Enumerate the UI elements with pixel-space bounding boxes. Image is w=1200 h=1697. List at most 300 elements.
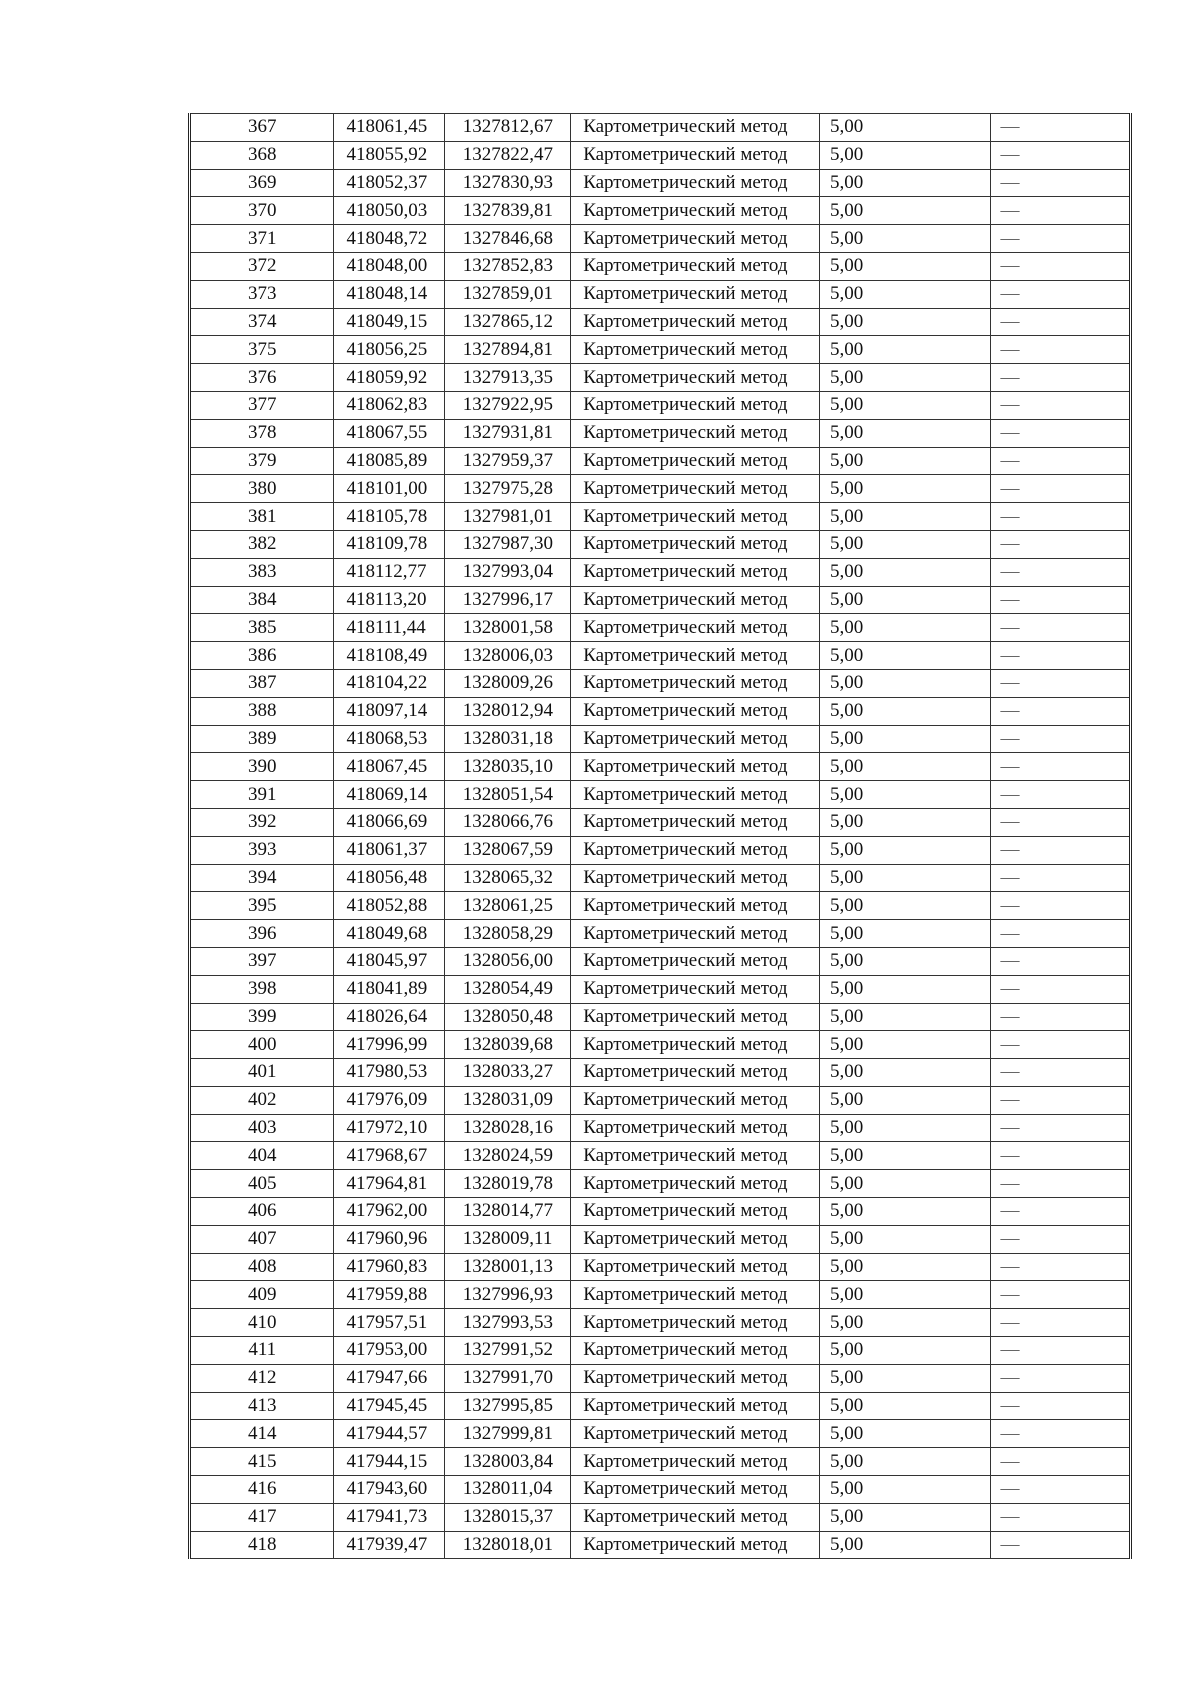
y-coordinate-cell: 1327995,85 [444, 1392, 570, 1420]
point-number-cell: 410 [190, 1309, 334, 1337]
table-row [190, 892, 1131, 920]
accuracy-cell: 5,00 [819, 892, 990, 920]
method-cell: Картометрический метод [571, 1448, 820, 1476]
method-cell: Картометрический метод [571, 753, 820, 781]
point-number-cell: 413 [190, 1392, 334, 1420]
description-cell: — [990, 558, 1131, 586]
point-number-cell: 388 [190, 697, 334, 725]
x-coordinate-cell: 418109,78 [334, 530, 444, 558]
table-row [190, 391, 1131, 419]
point-number-cell: 394 [190, 864, 334, 892]
description-cell: — [990, 252, 1131, 280]
x-coordinate-cell: 418045,97 [334, 947, 444, 975]
coordinates-table-body [190, 114, 1131, 1559]
method-cell: Картометрический метод [571, 308, 820, 336]
point-number-cell: 391 [190, 781, 334, 809]
table-row [190, 1086, 1131, 1114]
table-row [190, 141, 1131, 169]
description-cell: — [990, 1392, 1131, 1420]
table-row [190, 1253, 1131, 1281]
y-coordinate-cell: 1328001,58 [444, 614, 570, 642]
point-number-cell: 380 [190, 475, 334, 503]
y-coordinate-cell: 1328051,54 [444, 781, 570, 809]
y-coordinate-cell: 1328009,11 [444, 1225, 570, 1253]
description-cell: — [990, 1364, 1131, 1392]
description-cell: — [990, 975, 1131, 1003]
point-number-cell: 378 [190, 419, 334, 447]
table-row [190, 336, 1131, 364]
point-number-cell: 385 [190, 614, 334, 642]
y-coordinate-cell: 1327981,01 [444, 503, 570, 531]
y-coordinate-cell: 1328011,04 [444, 1476, 570, 1504]
x-coordinate-cell: 418066,69 [334, 808, 444, 836]
accuracy-cell: 5,00 [819, 1281, 990, 1309]
table-row [190, 225, 1131, 253]
accuracy-cell: 5,00 [819, 1031, 990, 1059]
y-coordinate-cell: 1327987,30 [444, 530, 570, 558]
point-number-cell: 407 [190, 1225, 334, 1253]
x-coordinate-cell: 418061,37 [334, 836, 444, 864]
table-row [190, 669, 1131, 697]
method-cell: Картометрический метод [571, 391, 820, 419]
x-coordinate-cell: 418041,89 [334, 975, 444, 1003]
description-cell: — [990, 1142, 1131, 1170]
y-coordinate-cell: 1327822,47 [444, 141, 570, 169]
accuracy-cell: 5,00 [819, 1003, 990, 1031]
x-coordinate-cell: 418085,89 [334, 447, 444, 475]
point-number-cell: 371 [190, 225, 334, 253]
point-number-cell: 367 [190, 114, 334, 142]
y-coordinate-cell: 1328050,48 [444, 1003, 570, 1031]
description-cell: — [990, 781, 1131, 809]
description-cell: — [990, 447, 1131, 475]
x-coordinate-cell: 417947,66 [334, 1364, 444, 1392]
description-cell: — [990, 364, 1131, 392]
y-coordinate-cell: 1327812,67 [444, 114, 570, 142]
x-coordinate-cell: 417962,00 [334, 1198, 444, 1226]
accuracy-cell: 5,00 [819, 336, 990, 364]
accuracy-cell: 5,00 [819, 808, 990, 836]
x-coordinate-cell: 418104,22 [334, 669, 444, 697]
table-row [190, 503, 1131, 531]
x-coordinate-cell: 417976,09 [334, 1086, 444, 1114]
accuracy-cell: 5,00 [819, 1364, 990, 1392]
table-row [190, 530, 1131, 558]
x-coordinate-cell: 418049,15 [334, 308, 444, 336]
y-coordinate-cell: 1328031,18 [444, 725, 570, 753]
accuracy-cell: 5,00 [819, 1420, 990, 1448]
y-coordinate-cell: 1328009,26 [444, 669, 570, 697]
table-row [190, 1281, 1131, 1309]
method-cell: Картометрический метод [571, 669, 820, 697]
method-cell: Картометрический метод [571, 642, 820, 670]
point-number-cell: 409 [190, 1281, 334, 1309]
method-cell: Картометрический метод [571, 586, 820, 614]
method-cell: Картометрический метод [571, 1114, 820, 1142]
point-number-cell: 401 [190, 1059, 334, 1087]
method-cell: Картометрический метод [571, 1059, 820, 1087]
method-cell: Картометрический метод [571, 336, 820, 364]
point-number-cell: 396 [190, 920, 334, 948]
accuracy-cell: 5,00 [819, 225, 990, 253]
accuracy-cell: 5,00 [819, 364, 990, 392]
x-coordinate-cell: 418056,25 [334, 336, 444, 364]
method-cell: Картометрический метод [571, 419, 820, 447]
method-cell: Картометрический метод [571, 947, 820, 975]
point-number-cell: 408 [190, 1253, 334, 1281]
accuracy-cell: 5,00 [819, 920, 990, 948]
accuracy-cell: 5,00 [819, 447, 990, 475]
method-cell: Картометрический метод [571, 975, 820, 1003]
table-row [190, 1003, 1131, 1031]
method-cell: Картометрический метод [571, 808, 820, 836]
table-row [190, 1420, 1131, 1448]
point-number-cell: 376 [190, 364, 334, 392]
description-cell: — [990, 197, 1131, 225]
description-cell: — [990, 892, 1131, 920]
x-coordinate-cell: 418111,44 [334, 614, 444, 642]
point-number-cell: 375 [190, 336, 334, 364]
accuracy-cell: 5,00 [819, 280, 990, 308]
point-number-cell: 417 [190, 1503, 334, 1531]
method-cell: Картометрический метод [571, 1531, 820, 1559]
method-cell: Картометрический метод [571, 1003, 820, 1031]
description-cell: — [990, 1309, 1131, 1337]
accuracy-cell: 5,00 [819, 1253, 990, 1281]
description-cell: — [990, 1531, 1131, 1559]
method-cell: Картометрический метод [571, 530, 820, 558]
coordinates-table [188, 113, 1132, 1559]
description-cell: — [990, 530, 1131, 558]
accuracy-cell: 5,00 [819, 252, 990, 280]
point-number-cell: 402 [190, 1086, 334, 1114]
method-cell: Картометрический метод [571, 1086, 820, 1114]
x-coordinate-cell: 418052,88 [334, 892, 444, 920]
point-number-cell: 373 [190, 280, 334, 308]
table-row [190, 697, 1131, 725]
table-row [190, 1503, 1131, 1531]
description-cell: — [990, 808, 1131, 836]
accuracy-cell: 5,00 [819, 114, 990, 142]
description-cell: — [990, 280, 1131, 308]
description-cell: — [990, 1059, 1131, 1087]
method-cell: Картометрический метод [571, 114, 820, 142]
table-row [190, 308, 1131, 336]
y-coordinate-cell: 1328015,37 [444, 1503, 570, 1531]
point-number-cell: 386 [190, 642, 334, 670]
x-coordinate-cell: 417960,83 [334, 1253, 444, 1281]
method-cell: Картометрический метод [571, 1476, 820, 1504]
description-cell: — [990, 1420, 1131, 1448]
x-coordinate-cell: 417943,60 [334, 1476, 444, 1504]
table-row [190, 947, 1131, 975]
table-row [190, 252, 1131, 280]
table-row [190, 1198, 1131, 1226]
x-coordinate-cell: 417959,88 [334, 1281, 444, 1309]
method-cell: Картометрический метод [571, 1198, 820, 1226]
y-coordinate-cell: 1328019,78 [444, 1170, 570, 1198]
point-number-cell: 379 [190, 447, 334, 475]
table-row [190, 1531, 1131, 1559]
accuracy-cell: 5,00 [819, 141, 990, 169]
point-number-cell: 372 [190, 252, 334, 280]
accuracy-cell: 5,00 [819, 725, 990, 753]
accuracy-cell: 5,00 [819, 169, 990, 197]
y-coordinate-cell: 1327846,68 [444, 225, 570, 253]
y-coordinate-cell: 1327999,81 [444, 1420, 570, 1448]
x-coordinate-cell: 417968,67 [334, 1142, 444, 1170]
y-coordinate-cell: 1328067,59 [444, 836, 570, 864]
method-cell: Картометрический метод [571, 1364, 820, 1392]
y-coordinate-cell: 1328056,00 [444, 947, 570, 975]
x-coordinate-cell: 417953,00 [334, 1337, 444, 1365]
y-coordinate-cell: 1327991,52 [444, 1337, 570, 1365]
point-number-cell: 411 [190, 1337, 334, 1365]
table-row [190, 642, 1131, 670]
accuracy-cell: 5,00 [819, 1059, 990, 1087]
accuracy-cell: 5,00 [819, 864, 990, 892]
y-coordinate-cell: 1328039,68 [444, 1031, 570, 1059]
method-cell: Картометрический метод [571, 252, 820, 280]
x-coordinate-cell: 418061,45 [334, 114, 444, 142]
y-coordinate-cell: 1328065,32 [444, 864, 570, 892]
table-row [190, 1476, 1131, 1504]
description-cell: — [990, 1476, 1131, 1504]
x-coordinate-cell: 417960,96 [334, 1225, 444, 1253]
accuracy-cell: 5,00 [819, 1309, 990, 1337]
point-number-cell: 381 [190, 503, 334, 531]
accuracy-cell: 5,00 [819, 614, 990, 642]
method-cell: Картометрический метод [571, 141, 820, 169]
y-coordinate-cell: 1328058,29 [444, 920, 570, 948]
table-row [190, 781, 1131, 809]
table-row [190, 558, 1131, 586]
table-row [190, 1225, 1131, 1253]
point-number-cell: 412 [190, 1364, 334, 1392]
accuracy-cell: 5,00 [819, 530, 990, 558]
x-coordinate-cell: 418101,00 [334, 475, 444, 503]
x-coordinate-cell: 418108,49 [334, 642, 444, 670]
x-coordinate-cell: 417945,45 [334, 1392, 444, 1420]
y-coordinate-cell: 1328018,01 [444, 1531, 570, 1559]
point-number-cell: 389 [190, 725, 334, 753]
accuracy-cell: 5,00 [819, 1114, 990, 1142]
x-coordinate-cell: 418050,03 [334, 197, 444, 225]
method-cell: Картометрический метод [571, 1337, 820, 1365]
y-coordinate-cell: 1328061,25 [444, 892, 570, 920]
method-cell: Картометрический метод [571, 503, 820, 531]
accuracy-cell: 5,00 [819, 1086, 990, 1114]
table-row [190, 864, 1131, 892]
x-coordinate-cell: 418056,48 [334, 864, 444, 892]
table-row [190, 836, 1131, 864]
accuracy-cell: 5,00 [819, 308, 990, 336]
x-coordinate-cell: 417941,73 [334, 1503, 444, 1531]
accuracy-cell: 5,00 [819, 1531, 990, 1559]
y-coordinate-cell: 1328012,94 [444, 697, 570, 725]
description-cell: — [990, 1170, 1131, 1198]
method-cell: Картометрический метод [571, 1142, 820, 1170]
x-coordinate-cell: 418069,14 [334, 781, 444, 809]
y-coordinate-cell: 1327991,70 [444, 1364, 570, 1392]
x-coordinate-cell: 418049,68 [334, 920, 444, 948]
y-coordinate-cell: 1328003,84 [444, 1448, 570, 1476]
y-coordinate-cell: 1328001,13 [444, 1253, 570, 1281]
method-cell: Картометрический метод [571, 1225, 820, 1253]
point-number-cell: 404 [190, 1142, 334, 1170]
x-coordinate-cell: 418067,45 [334, 753, 444, 781]
table-row [190, 920, 1131, 948]
x-coordinate-cell: 417964,81 [334, 1170, 444, 1198]
point-number-cell: 377 [190, 391, 334, 419]
x-coordinate-cell: 418026,64 [334, 1003, 444, 1031]
y-coordinate-cell: 1327839,81 [444, 197, 570, 225]
y-coordinate-cell: 1328031,09 [444, 1086, 570, 1114]
method-cell: Картометрический метод [571, 614, 820, 642]
x-coordinate-cell: 418048,00 [334, 252, 444, 280]
description-cell: — [990, 503, 1131, 531]
accuracy-cell: 5,00 [819, 1448, 990, 1476]
description-cell: — [990, 1114, 1131, 1142]
y-coordinate-cell: 1327922,95 [444, 391, 570, 419]
x-coordinate-cell: 418113,20 [334, 586, 444, 614]
table-row [190, 197, 1131, 225]
table-row [190, 1448, 1131, 1476]
accuracy-cell: 5,00 [819, 781, 990, 809]
y-coordinate-cell: 1328066,76 [444, 808, 570, 836]
description-cell: — [990, 1253, 1131, 1281]
description-cell: — [990, 1281, 1131, 1309]
description-cell: — [990, 864, 1131, 892]
accuracy-cell: 5,00 [819, 391, 990, 419]
accuracy-cell: 5,00 [819, 975, 990, 1003]
x-coordinate-cell: 418055,92 [334, 141, 444, 169]
y-coordinate-cell: 1327975,28 [444, 475, 570, 503]
description-cell: — [990, 1337, 1131, 1365]
point-number-cell: 384 [190, 586, 334, 614]
point-number-cell: 368 [190, 141, 334, 169]
y-coordinate-cell: 1328024,59 [444, 1142, 570, 1170]
x-coordinate-cell: 418052,37 [334, 169, 444, 197]
accuracy-cell: 5,00 [819, 669, 990, 697]
point-number-cell: 397 [190, 947, 334, 975]
table-row [190, 419, 1131, 447]
x-coordinate-cell: 418067,55 [334, 419, 444, 447]
y-coordinate-cell: 1328033,27 [444, 1059, 570, 1087]
method-cell: Картометрический метод [571, 1309, 820, 1337]
table-row [190, 614, 1131, 642]
point-number-cell: 398 [190, 975, 334, 1003]
method-cell: Картометрический метод [571, 1031, 820, 1059]
description-cell: — [990, 141, 1131, 169]
accuracy-cell: 5,00 [819, 1337, 990, 1365]
x-coordinate-cell: 417996,99 [334, 1031, 444, 1059]
description-cell: — [990, 169, 1131, 197]
accuracy-cell: 5,00 [819, 586, 990, 614]
description-cell: — [990, 1198, 1131, 1226]
table-row [190, 1170, 1131, 1198]
x-coordinate-cell: 417939,47 [334, 1531, 444, 1559]
x-coordinate-cell: 418048,14 [334, 280, 444, 308]
y-coordinate-cell: 1327959,37 [444, 447, 570, 475]
point-number-cell: 390 [190, 753, 334, 781]
description-cell: — [990, 920, 1131, 948]
description-cell: — [990, 753, 1131, 781]
description-cell: — [990, 642, 1131, 670]
method-cell: Картометрический метод [571, 280, 820, 308]
description-cell: — [990, 725, 1131, 753]
x-coordinate-cell: 418048,72 [334, 225, 444, 253]
x-coordinate-cell: 417972,10 [334, 1114, 444, 1142]
point-number-cell: 418 [190, 1531, 334, 1559]
x-coordinate-cell: 417980,53 [334, 1059, 444, 1087]
point-number-cell: 403 [190, 1114, 334, 1142]
accuracy-cell: 5,00 [819, 1476, 990, 1504]
table-row [190, 169, 1131, 197]
table-row [190, 753, 1131, 781]
y-coordinate-cell: 1327993,53 [444, 1309, 570, 1337]
accuracy-cell: 5,00 [819, 1225, 990, 1253]
x-coordinate-cell: 417944,15 [334, 1448, 444, 1476]
accuracy-cell: 5,00 [819, 836, 990, 864]
y-coordinate-cell: 1328035,10 [444, 753, 570, 781]
description-cell: — [990, 336, 1131, 364]
method-cell: Картометрический метод [571, 920, 820, 948]
point-number-cell: 405 [190, 1170, 334, 1198]
table-row [190, 725, 1131, 753]
description-cell: — [990, 836, 1131, 864]
y-coordinate-cell: 1327996,17 [444, 586, 570, 614]
y-coordinate-cell: 1328014,77 [444, 1198, 570, 1226]
accuracy-cell: 5,00 [819, 947, 990, 975]
x-coordinate-cell: 418105,78 [334, 503, 444, 531]
description-cell: — [990, 1225, 1131, 1253]
point-number-cell: 370 [190, 197, 334, 225]
y-coordinate-cell: 1328054,49 [444, 975, 570, 1003]
x-coordinate-cell: 418062,83 [334, 391, 444, 419]
method-cell: Картометрический метод [571, 781, 820, 809]
point-number-cell: 415 [190, 1448, 334, 1476]
description-cell: — [990, 1503, 1131, 1531]
y-coordinate-cell: 1327913,35 [444, 364, 570, 392]
method-cell: Картометрический метод [571, 1253, 820, 1281]
y-coordinate-cell: 1327852,83 [444, 252, 570, 280]
x-coordinate-cell: 418112,77 [334, 558, 444, 586]
method-cell: Картометрический метод [571, 1392, 820, 1420]
table-row [190, 364, 1131, 392]
point-number-cell: 393 [190, 836, 334, 864]
method-cell: Картометрический метод [571, 864, 820, 892]
description-cell: — [990, 114, 1131, 142]
accuracy-cell: 5,00 [819, 1198, 990, 1226]
table-row [190, 280, 1131, 308]
x-coordinate-cell: 417957,51 [334, 1309, 444, 1337]
method-cell: Картометрический метод [571, 1170, 820, 1198]
accuracy-cell: 5,00 [819, 419, 990, 447]
method-cell: Картометрический метод [571, 892, 820, 920]
y-coordinate-cell: 1327859,01 [444, 280, 570, 308]
accuracy-cell: 5,00 [819, 558, 990, 586]
point-number-cell: 400 [190, 1031, 334, 1059]
description-cell: — [990, 1448, 1131, 1476]
accuracy-cell: 5,00 [819, 475, 990, 503]
y-coordinate-cell: 1327894,81 [444, 336, 570, 364]
description-cell: — [990, 586, 1131, 614]
table-row [190, 1392, 1131, 1420]
description-cell: — [990, 475, 1131, 503]
table-row [190, 975, 1131, 1003]
description-cell: — [990, 419, 1131, 447]
